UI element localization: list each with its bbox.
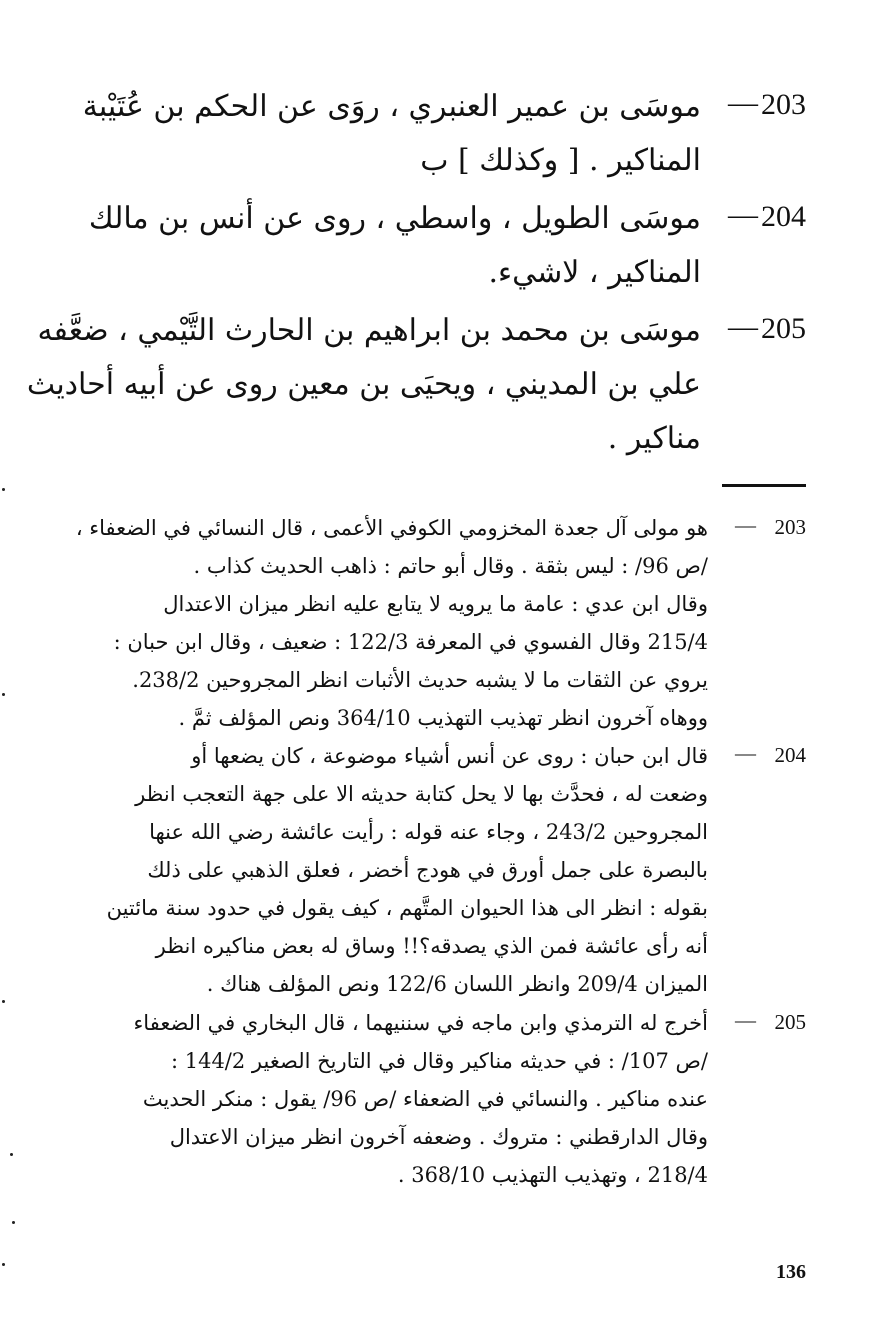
entry-line: موسَى الطويل ، واسطي ، روى عن أنس بن مالك — [88, 201, 701, 236]
footnote-line: هو مولى آل جعدة المخزومي الكوفي الأعمى ، قال النسائي في الضعفاء ، — [75, 516, 708, 540]
scan-speck — [2, 488, 5, 491]
footnote-203 — [75, 513, 806, 730]
footnote-line: المجروحين 243/2 ، وجاء عنه قوله : رأيت عائشة رضي الله عنها — [149, 820, 708, 844]
footnote-line: عنده مناكير . والنسائي في الضعفاء /ص 96/ يقول : منكر الحديث — [142, 1087, 708, 1111]
footnote-line: /ص 107/ : في حديثه مناكير وقال في التاريخ الصغير 144/2 : — [170, 1049, 708, 1073]
entry-line: موسَى بن عمير العنبري ، روَى عن الحكم بن عُتَيْبة — [82, 89, 701, 124]
entry-line: المناكير . [ وكذلك ] ب — [420, 143, 701, 178]
entry-line: المناكير ، لاشيء. — [488, 255, 701, 290]
entry-dash: — — [728, 198, 758, 231]
scan-speck — [2, 1000, 5, 1003]
footnote-205 — [106, 1008, 806, 1208]
footnote-dash: — — [735, 1008, 756, 1032]
footnote-number: 204 — [774, 743, 806, 767]
footnote-line: ووهاه آخرون انظر تهذيب التهذيب 364/10 ونص المؤلف ثمَّ . — [178, 706, 708, 730]
scan-speck — [2, 1263, 5, 1266]
footnote-line: 218/4 ، وتهذيب التهذيب 368/10 . — [397, 1163, 708, 1187]
footnote-line: وقال ابن عدي : عامة ما يرويه لا يتابع عليه انظر ميزان الاعتدال — [163, 592, 708, 616]
footnote-line: أخرج له الترمذي وابن ماجه في سننيهما ، قال البخاري في الضعفاء — [133, 1011, 708, 1035]
entry-number: 204 — [761, 200, 806, 233]
entry-number: 203 — [761, 88, 806, 121]
scan-speck — [2, 693, 5, 696]
footnote-number: 203 — [774, 515, 806, 539]
entry-line: مناكير . — [607, 421, 701, 456]
footnote-line: الميزان 209/4 وانظر اللسان 122/6 ونص المؤلف هناك . — [206, 972, 708, 996]
main-entry-203 — [82, 86, 806, 206]
scan-speck — [12, 1221, 15, 1224]
scan-speck — [10, 1153, 13, 1156]
footnote-dash: — — [735, 741, 756, 765]
main-entry-205 — [26, 310, 806, 480]
footnote-line: وضعت له ، فحدَّث بها لا يحل كتابة حديثه الا على جهة التعجب انظر — [135, 782, 708, 806]
footnote-line: 215/4 وقال الفسوي في المعرفة 122/3 : ضعيف ، وقال ابن حبان : — [113, 630, 708, 654]
footnote-line: وقال الدارقطني : متروك . وضعفه آخرون انظر ميزان الاعتدال — [169, 1125, 708, 1149]
footnote-line: قال ابن حبان : روى عن أنس أشياء موضوعة ، كان يضعها أو — [191, 744, 708, 768]
main-entry-204 — [88, 198, 806, 318]
footnote-line: بالبصرة على جمل أورق في هودج أخضر ، فعلق الذهبي على ذلك — [147, 858, 708, 882]
footnote-line: بقوله : انظر الى هذا الحيوان المتَّهم ، كيف يقول في حدود سنة مائتين — [106, 896, 708, 920]
footnote-line: يروي عن الثقات ما لا يشبه حديث الأثبات انظر المجروحين 238/2. — [132, 668, 708, 692]
footnote-line: /ص 96/ : ليس بثقة . وقال أبو حاتم : ذاهب الحديث كذاب . — [193, 554, 708, 578]
footnote-line: أنه رأى عائشة فمن الذي يصدقه؟!! وساق له بعض مناكيره انظر — [155, 934, 708, 958]
entry-dash: — — [728, 86, 758, 119]
entry-dash: — — [728, 310, 758, 343]
entry-line: موسَى بن محمد بن ابراهيم بن الحارث التَّيْمي ، ضعَّفه — [37, 313, 701, 348]
footnote-number: 205 — [774, 1010, 806, 1034]
entry-number: 205 — [761, 312, 806, 345]
page-number: 136 — [776, 1261, 806, 1283]
entry-line: علي بن المديني ، ويحيَى بن معين روى عن أبيه أحاديث — [26, 367, 701, 402]
footnote-204 — [106, 741, 806, 1011]
footnote-dash: — — [735, 513, 756, 537]
footnote-separator — [722, 484, 806, 487]
